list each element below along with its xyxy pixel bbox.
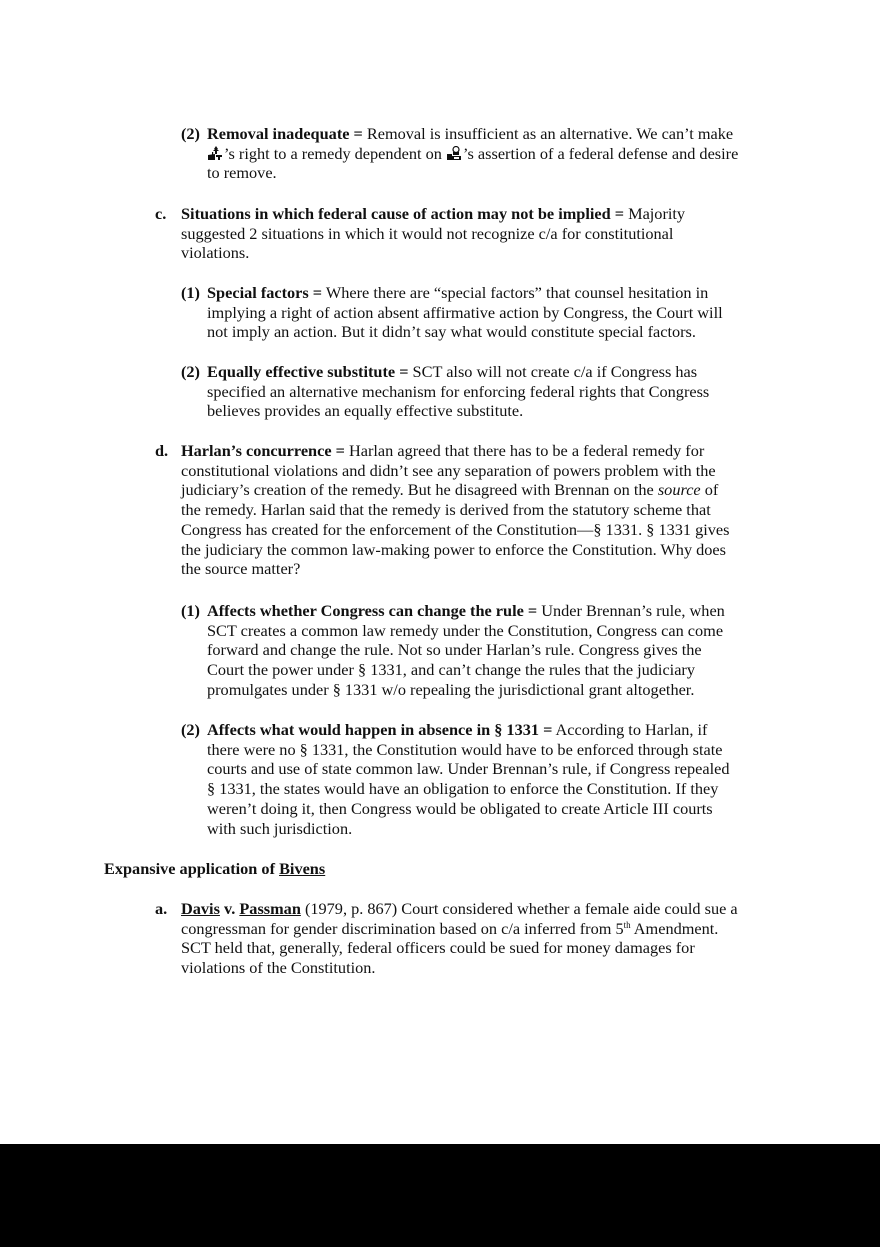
item-title: Special factors = <box>207 283 323 302</box>
list-marker: a. <box>155 899 168 918</box>
item-title: Equally effective substitute = <box>207 362 409 381</box>
list-marker: (2) <box>181 124 200 143</box>
case-name-passman: Passman <box>239 899 301 918</box>
list-marker: (2) <box>181 362 200 381</box>
list-item-equally-effective-substitute <box>181 362 781 421</box>
list-marker: (1) <box>181 283 200 302</box>
list-item-davis-v-passman <box>155 899 785 978</box>
list-item-text: Harlan’s concurrence = Harlan agreed that there has to be a federal remedy for constitutional violations and didn’t see any separation of powers problem with the judiciary’s creation of the remedy. But he disagreed with Brennan on the source of the remedy. Harlan said that the remedy is derived from the statutory scheme that Congress has created for the enforcement of the Constitution—§ 1331. § 1331 gives the judiciary the common law-making power to enforce the Constitution. Why does the source matter? <box>181 441 730 579</box>
item-title: Harlan’s concurrence = <box>181 441 345 460</box>
item-title: Affects whether Congress can change the rule = <box>207 601 538 620</box>
list-marker: d. <box>155 441 169 460</box>
list-item-absence-of-1331 <box>181 720 791 838</box>
list-marker: (2) <box>181 720 200 739</box>
list-item-special-factors <box>181 283 781 342</box>
case-name-davis: Davis <box>181 899 220 918</box>
list-item-text: Affects what would happen in absence in § 1331 = According to Harlan, if there were no § 1331, the Constitution would have to be enforced through state courts and use of state common law. Under Brennan’s rule, if Congress repealed § 1331, the states would have an obligation to enforce the Constitution. If they weren’t doing it, then Congress would be obligated to create Article III courts with such jurisdiction. <box>207 720 730 838</box>
list-item-text: Affects whether Congress can change the rule = Under Brennan’s rule, when SCT creates a common law remedy under the Constitution, Congress can come forward and change the rule. Not so under Harlan’s rule. Congress gives the Court the power under § 1331, and can’t change the rules that the judiciary promulgates under § 1331 w/o repealing the jurisdictional grant altogether. <box>207 601 725 699</box>
list-item-text: Equally effective substitute = SCT also will not create c/a if Congress has specified an alternative mechanism for enforcing federal rights that Congress believes provides an equally effective substitute. <box>207 362 710 421</box>
item-title: Situations in which federal cause of action may not be implied = <box>181 204 625 223</box>
list-item-situations-not-implied <box>155 204 775 263</box>
bottom-black-band <box>0 1144 880 1247</box>
list-item-text: Situations in which federal cause of action may not be implied = Majority suggested 2 situations in which it would not recognize c/a for constitutional violations. <box>181 204 686 263</box>
item-title: Affects what would happen in absence in § 1331 = <box>207 720 553 739</box>
defendant-icon <box>446 146 463 161</box>
emphasis-source: source <box>657 480 701 500</box>
item-title: Removal inadequate = <box>207 124 363 143</box>
case-citation: Davis v. Passman <box>181 899 301 918</box>
list-marker: (1) <box>181 601 200 620</box>
list-item-text: Davis v. Passman (1979, p. 867) Court considered whether a female aide could sue a congressman for gender discrimination based on c/a inferred from 5th Amendment. SCT held that, generally, federal officers could be sued for money damages for violations of the Constitution. <box>181 899 738 978</box>
list-item-congress-change-rule <box>181 601 791 700</box>
list-item-text: Removal inadequate = Removal is insufficient as an alternative. We can’t make ’s right to a remedy dependent on ’s assertion of a federal defense and desire to remove. <box>207 124 739 183</box>
list-marker: c. <box>155 204 167 223</box>
plaintiff-icon <box>207 146 224 161</box>
ordinal-superscript: th <box>623 919 631 930</box>
list-item-harlans-concurrence <box>155 441 785 579</box>
case-name-bivens: Bivens <box>279 859 326 878</box>
list-item-removal-inadequate <box>181 124 781 183</box>
section-heading-expansive-application: Expansive application of Bivens <box>104 859 326 878</box>
list-item-text: Special factors = Where there are “special factors” that counsel hesitation in implying a right of action absent affirmative action by Congress, the Court will not imply an action. But it didn’t say what would constitute special factors. <box>207 283 723 342</box>
